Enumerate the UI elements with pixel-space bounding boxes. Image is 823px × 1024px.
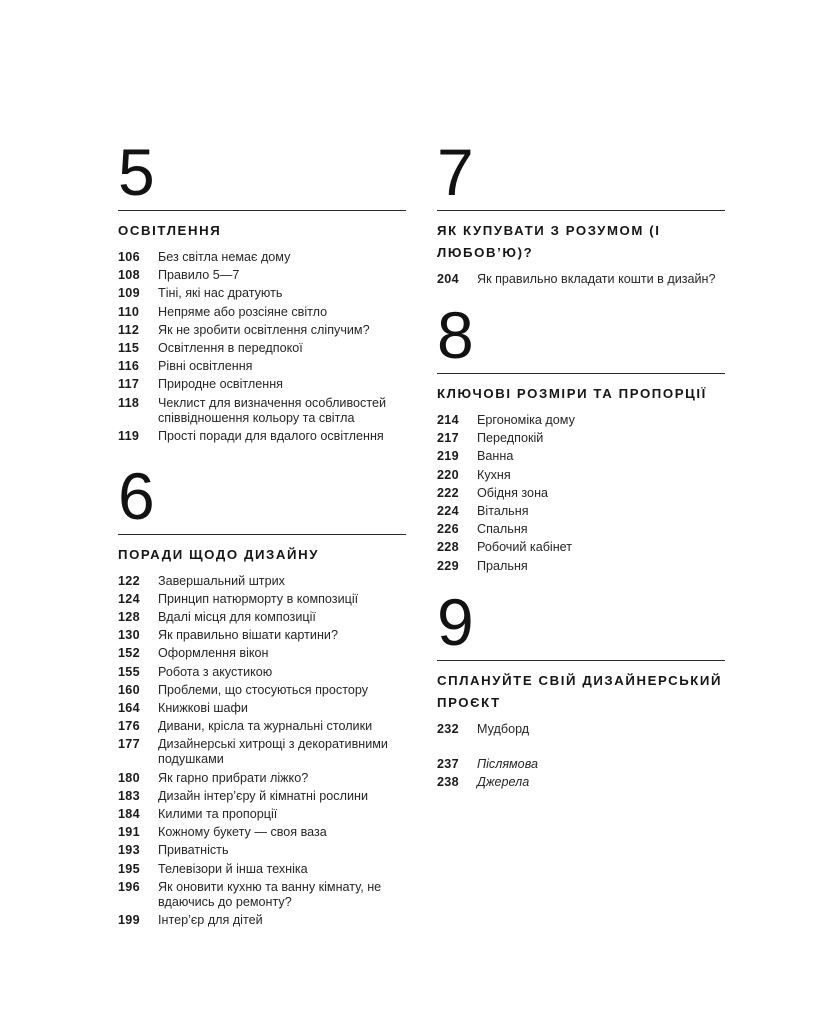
toc-entry-title: Оформлення вікон	[158, 646, 269, 661]
toc-page-number: 108	[118, 268, 140, 283]
toc-entry-title: Як гарно прибрати ліжко?	[158, 770, 309, 785]
toc-entry-title: Післямова	[477, 756, 538, 771]
toc-entry	[118, 913, 406, 928]
toc-entry	[118, 592, 406, 607]
toc-entry-title: Мудборд	[477, 721, 530, 736]
toc-column-left	[118, 135, 406, 931]
toc-entry-title: Як правильно вішати картини?	[158, 628, 338, 643]
toc-page-number: 237	[437, 756, 459, 771]
toc-entry-title: Телевізори й інша техніка	[158, 861, 308, 876]
toc-entry-title: Правило 5—7	[158, 268, 240, 283]
toc-entry	[118, 396, 406, 426]
toc-entry-title: Дивани, крісла та журнальні столики	[158, 719, 373, 734]
toc-entry	[118, 574, 406, 589]
toc-entry-title: Спальня	[477, 522, 528, 537]
toc-entry-title: Джерела	[477, 774, 530, 789]
toc-entry-title: Передпокій	[477, 431, 544, 446]
toc-entry-title: Інтер’єр для дітей	[158, 912, 263, 927]
toc-entry-title: Вітальня	[477, 503, 529, 518]
chapter-5-entries	[118, 250, 406, 444]
toc-entry-title: Пральня	[477, 558, 528, 573]
toc-entry	[118, 880, 406, 910]
toc-entry	[118, 719, 406, 734]
toc-page-number: 117	[118, 377, 140, 392]
toc-entry	[118, 429, 406, 444]
toc-entry-title: Вдалі місця для композиції	[158, 610, 316, 625]
toc-page-number: 110	[118, 304, 140, 319]
chapter-title: ЯК КУПУВАТИ З РОЗУМОМ (І ЛЮБОВ’Ю)?	[437, 223, 661, 260]
toc-entry-title: Проблеми, що стосуються простору	[158, 682, 369, 697]
toc-page-number: 222	[437, 485, 459, 500]
toc-entry	[437, 757, 725, 772]
toc-entry	[118, 789, 406, 804]
chapter-number: 5	[118, 135, 154, 209]
chapter-title: КЛЮЧОВІ РОЗМІРИ ТА ПРОПОРЦІЇ	[437, 386, 707, 401]
toc-entry	[118, 250, 406, 265]
chapter-number: 6	[118, 458, 154, 533]
chapter-8-entries	[437, 413, 725, 574]
toc-entry-title: Рівні освітлення	[158, 359, 253, 374]
toc-entry-title: Як не зробити освітлення сліпучим?	[158, 322, 370, 337]
toc-column-right	[437, 135, 725, 793]
toc-entry	[437, 775, 725, 790]
toc-entry-title: Прості поради для вдалого освітлення	[158, 428, 384, 443]
toc-page-number: 238	[437, 774, 459, 789]
chapter-divider	[437, 660, 725, 661]
chapter-divider	[118, 534, 406, 535]
toc-entry	[118, 610, 406, 625]
toc-entry-title: Книжкові шафи	[158, 701, 248, 715]
toc-entry	[118, 862, 406, 877]
toc-entry	[437, 272, 725, 287]
chapter-title: ПОРАДИ ЩОДО ДИЗАЙНУ	[118, 546, 320, 562]
toc-entry-title: Ергономіка дому	[477, 413, 575, 427]
back-matter-entries	[437, 757, 725, 790]
chapter-5	[118, 135, 406, 444]
toc-entry-title: Дизайнерські хитрощі з декоративними подушками	[158, 737, 388, 767]
toc-entry-title: Дизайн інтер’єру й кімнатні рослини	[158, 788, 368, 803]
toc-entry-title: Чеклист для визначення особливостей співвідношення кольору та світла	[158, 395, 386, 425]
toc-entry-title: Завершальний штрих	[158, 573, 285, 588]
toc-page-number: 214	[437, 413, 459, 427]
chapter-9-entries	[437, 722, 725, 737]
toc-page-number: 193	[118, 843, 140, 858]
toc-page-number: 199	[118, 912, 140, 927]
toc-entry	[118, 825, 406, 840]
chapter-number: 8	[437, 298, 473, 372]
toc-page-number: 195	[118, 861, 140, 876]
chapter-divider	[118, 210, 406, 211]
toc-entry	[437, 559, 725, 574]
chapter-number: 7	[437, 135, 473, 209]
toc-entry	[118, 843, 406, 858]
toc-page-number: 224	[437, 503, 459, 518]
toc-entry	[437, 413, 725, 428]
toc-page-number: 229	[437, 558, 459, 573]
toc-page-number: 191	[118, 825, 140, 840]
toc-page-number: 232	[437, 721, 459, 736]
toc-page-number: 204	[437, 272, 459, 286]
chapter-title: ОСВІТЛЕННЯ	[118, 223, 222, 238]
chapter-6-entries	[118, 574, 406, 928]
toc-entry	[437, 468, 725, 483]
toc-page-number: 177	[118, 737, 140, 752]
toc-page-number: 217	[437, 431, 459, 446]
toc-page-number: 164	[118, 701, 140, 715]
toc-entry	[437, 504, 725, 519]
chapter-divider	[437, 210, 725, 211]
toc-page-number: 183	[118, 788, 140, 803]
toc-entry	[118, 359, 406, 374]
chapter-8	[437, 298, 725, 574]
toc-page-number: 220	[437, 467, 459, 482]
toc-page-number: 124	[118, 591, 140, 606]
toc-page-number: 228	[437, 540, 459, 555]
toc-entry	[118, 646, 406, 661]
toc-entry-title: Килими та пропорції	[158, 806, 278, 821]
toc-entry	[118, 305, 406, 320]
toc-entry	[437, 722, 725, 737]
toc-entry	[437, 540, 725, 555]
toc-entry-title: Освітлення в передпокої	[158, 340, 303, 355]
chapter-6	[118, 458, 406, 928]
toc-entry	[118, 683, 406, 698]
toc-entry-title: Ванна	[477, 449, 514, 464]
toc-entry-title: Робочий кабінет	[477, 540, 573, 555]
toc-entry	[118, 286, 406, 301]
toc-entry-title: Приватність	[158, 843, 229, 858]
toc-entry	[118, 807, 406, 822]
toc-entry-title: Природне освітлення	[158, 377, 283, 392]
chapter-9	[437, 584, 725, 737]
toc-page-number: 118	[118, 395, 140, 410]
toc-entry-title: Як правильно вкладати кошти в дизайн?	[477, 272, 716, 286]
toc-page-number: 180	[118, 770, 140, 785]
toc-page-number: 119	[118, 428, 140, 443]
toc-entry	[118, 268, 406, 283]
toc-page-number: 152	[118, 646, 140, 661]
toc-page-number: 122	[118, 573, 140, 588]
toc-entry	[118, 701, 406, 716]
toc-page-number: 184	[118, 806, 140, 821]
toc-entry	[118, 628, 406, 643]
toc-page-number: 219	[437, 449, 459, 464]
chapter-7	[437, 135, 725, 287]
toc-entry-title: Як оновити кухню та ванну кімнату, не вдаючись до ремонту?	[158, 879, 382, 909]
toc-page-number: 130	[118, 628, 140, 643]
chapter-number: 9	[437, 584, 473, 659]
toc-entry	[118, 323, 406, 338]
chapter-7-entries	[437, 272, 725, 287]
toc-entry	[118, 377, 406, 392]
toc-page-number: 176	[118, 719, 140, 734]
toc-entry-title: Без світла немає дому	[158, 250, 291, 264]
toc-entry-title: Обідня зона	[477, 485, 549, 500]
toc-entry	[118, 737, 406, 767]
toc-entry-title: Робота з акустикою	[158, 664, 273, 679]
toc-page-number: 160	[118, 682, 140, 697]
toc-entry-title: Непряме або розсіяне світло	[158, 304, 328, 319]
toc-page-number: 155	[118, 664, 140, 679]
toc-page-number: 106	[118, 250, 140, 264]
toc-entry	[118, 665, 406, 680]
toc-page-number: 196	[118, 879, 140, 894]
toc-entry	[118, 341, 406, 356]
toc-page-number: 128	[118, 610, 140, 625]
toc-page-number: 112	[118, 322, 140, 337]
toc-entry	[437, 486, 725, 501]
toc-entry	[118, 771, 406, 786]
toc-entry	[437, 522, 725, 537]
chapter-title: СПЛАНУЙТЕ СВІЙ ДИЗАЙНЕРСЬКИЙ ПРОЄКТ	[437, 672, 723, 710]
toc-page-number: 115	[118, 340, 140, 355]
toc-entry-title: Принцип натюрморту в композиції	[158, 591, 359, 606]
toc-entry-title: Кухня	[477, 467, 511, 482]
chapter-divider	[437, 373, 725, 374]
toc-page-number: 226	[437, 522, 459, 537]
toc-page-number: 109	[118, 286, 140, 301]
toc-entry-title: Тіні, які нас дратують	[158, 286, 283, 301]
toc-entry	[437, 431, 725, 446]
toc-entry-title: Кожному букету — своя ваза	[158, 825, 327, 840]
toc-entry	[437, 449, 725, 464]
toc-page-number: 116	[118, 359, 140, 374]
